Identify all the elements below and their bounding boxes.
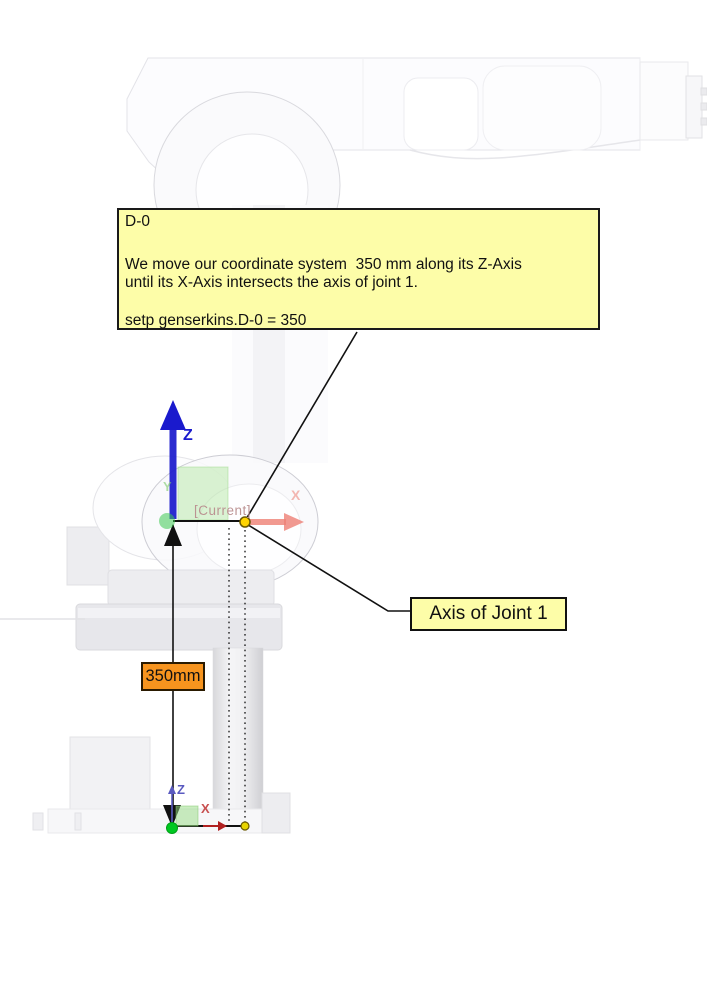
flange-rib-1 — [701, 88, 707, 95]
callout-line-2: until its X-Axis intersects the axis of joint 1. — [125, 274, 418, 291]
origin-dot-top — [159, 513, 175, 529]
base-foot-box — [70, 737, 150, 813]
x-axis-label-bottom: X — [201, 801, 210, 816]
base-plate-tab-left — [33, 813, 43, 830]
origin-dot-bottom — [167, 823, 178, 834]
joint1-axis-node-top — [240, 517, 250, 527]
z-axis-label-top: Z — [183, 427, 193, 444]
frame-highlight-square-bottom — [176, 806, 198, 826]
callout-line-1: We move our coordinate system 350 mm along its Z-Axis — [125, 256, 522, 273]
distance-350mm-label — [141, 662, 205, 691]
flange-rib-2 — [701, 103, 707, 110]
callout-title: D-0 — [125, 213, 150, 230]
base-plate-tab-2 — [75, 813, 81, 830]
z-axis-arrowhead-top — [160, 400, 186, 430]
robot-render — [0, 58, 707, 833]
base-disc-highlight — [78, 608, 280, 618]
current-frame-label: [Current] — [194, 503, 252, 518]
y-axis-label-top: Y — [163, 479, 172, 494]
flange-plate — [640, 62, 688, 140]
wrist-block — [404, 78, 478, 150]
flange-rib-3 — [701, 118, 707, 125]
distance-350mm-text: 350mm — [145, 667, 201, 685]
axis-of-joint-1-label — [410, 597, 567, 631]
forearm-shell — [483, 66, 601, 150]
base-plate-block-right — [262, 793, 290, 833]
base-left-bracket — [67, 527, 109, 585]
d0-callout-box — [117, 208, 600, 330]
axis-of-joint-1-text: Axis of Joint 1 — [429, 603, 548, 624]
z-axis-arrowhead-bottom — [168, 785, 176, 794]
callout-command: setp genserkins.D-0 = 350 — [125, 312, 307, 329]
z-axis-label-bottom: Z — [177, 782, 185, 797]
base-column — [213, 648, 263, 812]
joint1-axis-node-bottom — [241, 822, 249, 830]
tool-flange — [686, 76, 702, 138]
base-disc-top — [108, 570, 274, 606]
x-axis-label-top: X — [291, 487, 301, 503]
